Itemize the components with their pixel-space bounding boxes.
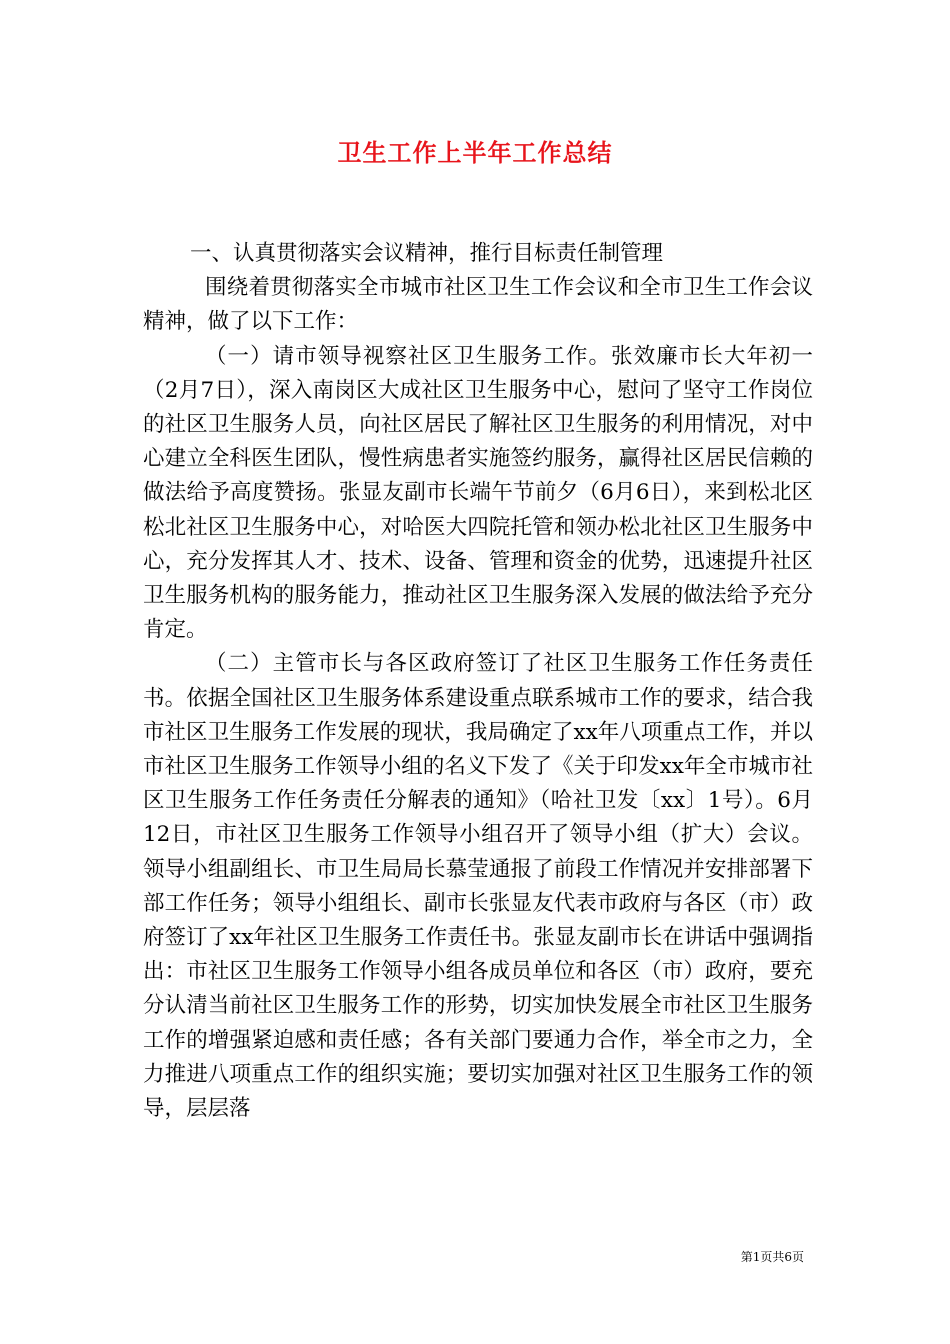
page-number-footer: 第1页共6页 [740,1250,804,1264]
document-title: 卫生工作上半年工作总结 [337,138,613,167]
section-heading: 一、认真贯彻落实会议精神，推行目标责任制管理 [190,241,664,266]
intro-paragraph: 围绕着贯彻落实全市城市社区卫生工作会议和全市卫生工作会议精神，做了以下工作： [143,275,813,335]
paragraph-2: （二）主管市长与各区政府签订了社区卫生服务工作任务责任书。依据全国社区卫生服务体系建设重点联系城市工作的要求，结合我市社区卫生服务工作发展的现状，我局确定了xx年八项重点工作，并以市社区卫生服务工作领导小组的名义下发了《关于印发xx年全市城市社区卫生服务工作任务责任分解表的通知》（哈社卫发〔xx〕1号）。6月12日，市社区卫生服务工作领导小组召开了领导小组（扩大）会议。领导小组副组长、市卫生局局长慕莹通报了前段工作情况并安排部署下部工作任务；领导小组组长、副市长张显友代表市政府与各区（市）政府签订了xx年社区卫生服务工作责任书。张显友副市长在讲话中强调指出：市社区卫生服务工作领导小组各成员单位和各区（市）政府，要充分认清当前社区卫生服务工作的形势，切实加快发展全市社区卫生服务工作的增强紧迫感和责任感；各有关部门要通力合作，举全市之力，全力推进八项重点工作的组织实施；要切实加强对社区卫生服务工作的领导，层层落 [143,651,813,1122]
document-body [143,237,813,1126]
paragraph-1: （一）请市领导视察社区卫生服务工作。张效廉市长大年初一（2月7日），深入南岗区大成社区卫生服务中心，慰问了坚守工作岗位的社区卫生服务人员，向社区居民了解社区卫生服务的利用情况，对中心建立全科医生团队，慢性病患者实施签约服务，赢得社区居民信赖的做法给予高度赞扬。张显友副市长端午节前夕（6月6日），来到松北区松北社区卫生服务中心，对哈医大四院托管和领办松北社区卫生服务中心，充分发挥其人才、技术、设备、管理和资金的优势，迅速提升社区卫生服务机构的服务能力，推动社区卫生服务深入发展的做法给予充分肯定。 [143,343,813,643]
